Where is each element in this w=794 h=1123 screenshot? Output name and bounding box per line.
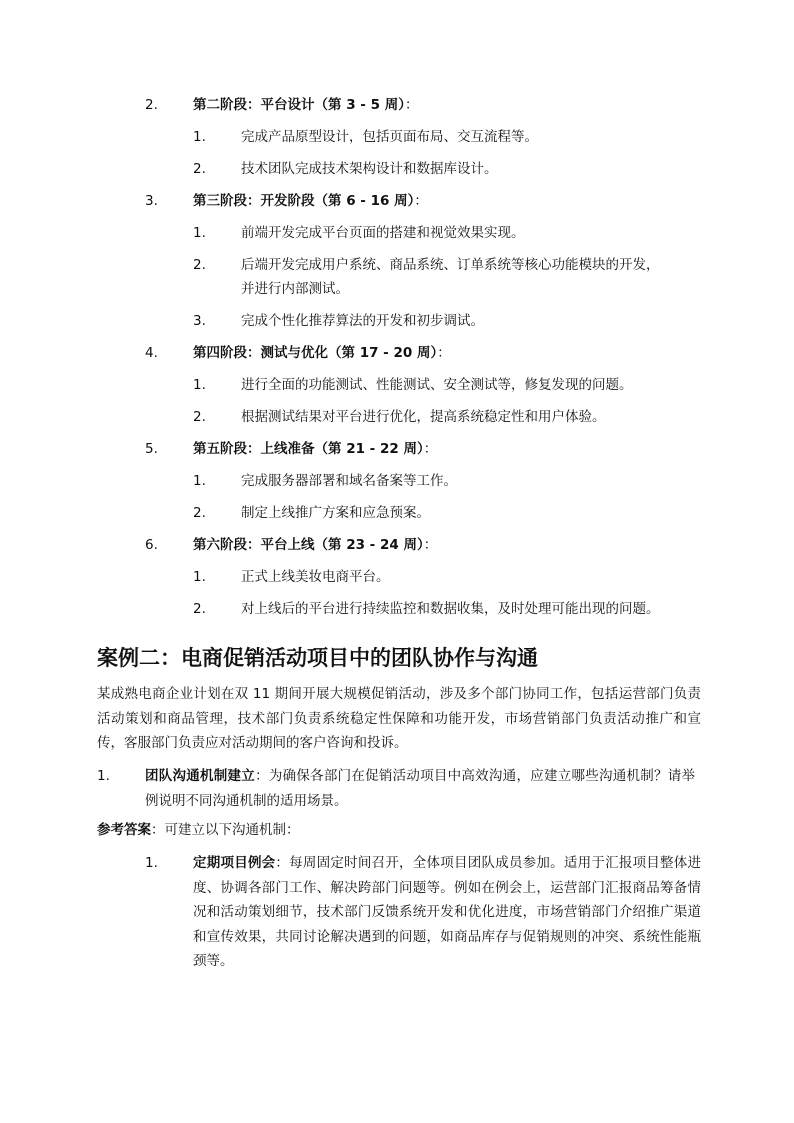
- phase-title-text: 第二阶段：平台设计（第 3 - 5 周）: [193, 97, 405, 113]
- task-number: 2.: [193, 505, 206, 521]
- answer-intro: [97, 818, 300, 842]
- phase-number: 5.: [145, 441, 158, 457]
- task-text: 根据测试结果对平台进行优化，提高系统稳定性和用户体验。: [241, 409, 606, 425]
- task-text: 制定上线推广方案和应急预案。: [241, 505, 430, 521]
- task-text: 对上线后的平台进行持续监控和数据收集，及时处理可能出现的问题。: [241, 601, 660, 617]
- task-text: 前端开发完成平台页面的搭建和视觉效果实现。: [241, 225, 525, 241]
- task-number: 3.: [193, 313, 206, 329]
- intro-paragraph: 某成熟电商企业计划在双 11 期间开展大规模促销活动，涉及多个部门协同工作，包括运营部门负责活动策划和商品管理，技术部门负责系统稳定性保障和功能开发，市场营销部门负责活动推广和宣传，客服部门负责应对活动期间的客户咨询和投诉。: [97, 686, 701, 751]
- phase-title: [193, 437, 437, 461]
- task-text-continued: 并进行内部测试。: [241, 281, 349, 297]
- phase-colon: ：: [414, 193, 428, 209]
- phase-colon: ：: [437, 345, 451, 361]
- task-number: 1.: [193, 129, 206, 145]
- answer-item-number: 1.: [145, 855, 158, 871]
- task-number: 2.: [193, 601, 206, 617]
- phase-title-text: 第六阶段：平台上线（第 23 - 24 周）: [193, 537, 424, 553]
- phase-title: [193, 341, 451, 365]
- section-heading: 案例二：电商促销活动项目中的团队协作与沟通: [97, 646, 538, 670]
- task-text: 技术团队完成技术架构设计和数据库设计。: [241, 161, 498, 177]
- question-label: 团队沟通机制建立: [145, 768, 256, 784]
- task-text: 完成个性化推荐算法的开发和初步调试。: [241, 313, 484, 329]
- task-number: 1.: [193, 225, 206, 241]
- phase-title: [193, 533, 437, 557]
- phase-title-text: 第四阶段：测试与优化（第 17 - 20 周）: [193, 345, 438, 361]
- answer-label: 参考答案: [97, 822, 151, 838]
- task-text: 完成服务器部署和域名备案等工作。: [241, 473, 457, 489]
- phase-number: 4.: [145, 345, 158, 361]
- task-text: 进行全面的功能测试、性能测试、安全测试等，修复发现的问题。: [241, 377, 633, 393]
- answer-colon: ：: [151, 822, 165, 838]
- task-number: 1.: [193, 569, 206, 585]
- phase-title: [193, 93, 418, 117]
- task-number: 1.: [193, 473, 206, 489]
- phase-colon: ：: [423, 441, 438, 457]
- question-text: 为确保各部门在促销活动项目中高效沟通，应建立哪些沟通机制？请举例说明不同沟通机制的适用场景。: [145, 768, 696, 809]
- question-number: 1.: [97, 768, 110, 784]
- task-number: 2.: [193, 257, 206, 273]
- phase-colon: ：: [423, 537, 438, 553]
- task-number: 2.: [193, 409, 206, 425]
- phase-number: 6.: [145, 537, 158, 553]
- question-paragraph: [145, 764, 695, 813]
- answer-item-text: 每周固定时间召开，全体项目团队成员参加。适用于汇报项目整体进度、协调各部门工作、解决跨部门问题等。例如在例会上，运营部门汇报商品筹备情况和活动策划细节，技术部门反馈系统开发和优化进度，市场营销部门介绍推广渠道和宣传效果，共同讨论解决遇到的问题，如商品库存与促销规则的冲突、系统性能瓶颈等。: [193, 855, 702, 969]
- task-number: 1.: [193, 377, 206, 393]
- task-text: 正式上线美妆电商平台。: [241, 569, 390, 585]
- phase-title-text: 第五阶段：上线准备（第 21 - 22 周）: [193, 441, 424, 457]
- phase-title: [193, 189, 428, 213]
- answer-item-colon: ：: [275, 855, 290, 871]
- task-text: 后端开发完成用户系统、商品系统、订单系统等核心功能模块的开发，: [241, 257, 660, 273]
- phase-number: 2.: [145, 97, 158, 113]
- phase-number: 3.: [145, 193, 158, 209]
- answer-text: 可建立以下沟通机制：: [164, 822, 300, 838]
- question-colon: ：: [255, 768, 269, 784]
- task-text: 完成产品原型设计，包括页面布局、交互流程等。: [241, 129, 538, 145]
- task-number: 2.: [193, 161, 206, 177]
- answer-item-paragraph: [193, 851, 701, 974]
- phase-title-text: 第三阶段：开发阶段（第 6 - 16 周）: [193, 193, 415, 209]
- phase-colon: ：: [404, 97, 419, 113]
- answer-item-label: 定期项目例会: [193, 855, 276, 871]
